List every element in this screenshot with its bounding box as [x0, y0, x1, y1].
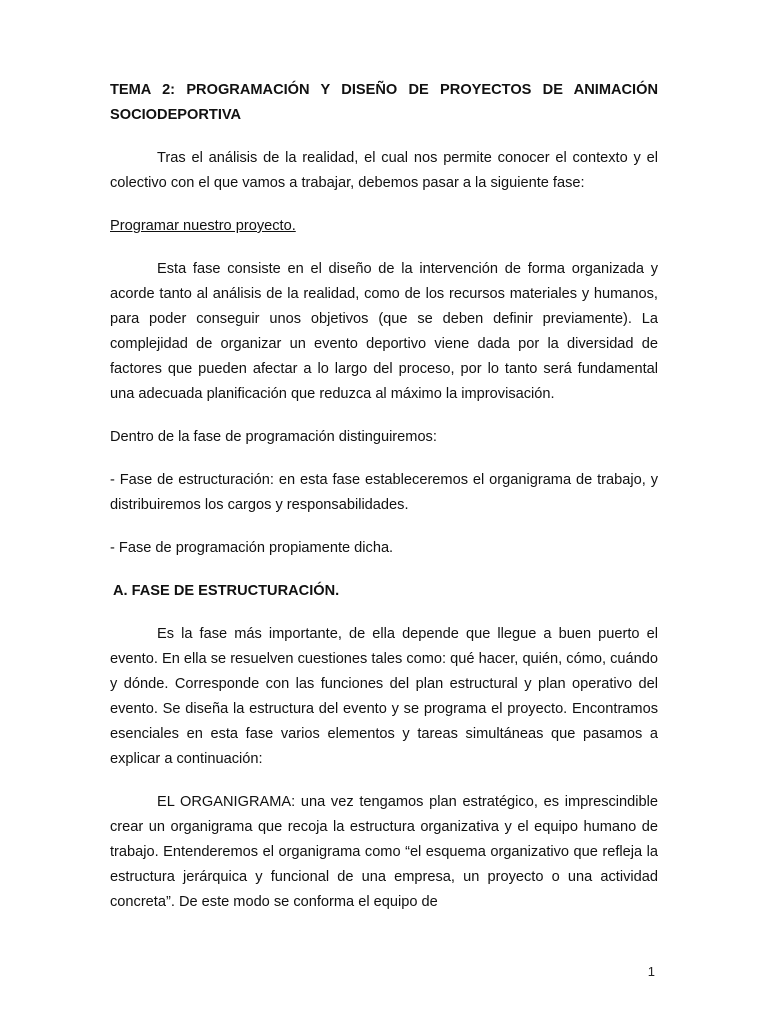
fase-importante-paragraph: Es la fase más importante, de ella depende que llegue a buen puerto el evento. En ella se resuelven cuestiones tales como: qué hacer, quién, cómo, cuándo y dónde. Corresponde con las funciones del plan estructural y plan operativo del evento. Se diseña la estructura del evento y se programa el proyecto. Encontramos esenciales en esta fase varios elementos y tareas simultáneas que pasamos a explicar a continuación: [110, 626, 658, 767]
section-a-heading: A. FASE DE ESTRUCTURACIÓN. [113, 583, 340, 599]
document-page [110, 78, 658, 915]
bullet-programacion: - Fase de programación propiamente dicha. [110, 540, 394, 556]
dentro-paragraph: Dentro de la fase de programación distinguiremos: [110, 429, 437, 445]
intro-paragraph: Tras el análisis de la realidad, el cual nos permite conocer el contexto y el colectivo con el que vamos a trabajar, debemos pasar a la siguiente fase: [110, 150, 658, 191]
organigrama-paragraph: EL ORGANIGRAMA: una vez tengamos plan estratégico, es imprescindible crear un organigrama que recoja la estructura organizativa y el equipo humano de trabajo. Entenderemos el organigrama como “el esquema organizativo que refleja la estructura jerárquica y funcional de una empresa, un proyecto o una actividad concreta”. De este modo se conforma el equipo de [110, 794, 658, 910]
page-number: 1 [647, 964, 655, 979]
bullet-estructuracion: - Fase de estructuración: en esta fase estableceremos el organigrama de trabajo, y distribuiremos los cargos y responsabilidades. [110, 472, 658, 513]
fase-description-paragraph: Esta fase consiste en el diseño de la intervención de forma organizada y acorde tanto al análisis de la realidad, como de los recursos materiales y humanos, para poder conseguir unos objetivos (que se deben definir previamente). La complejidad de organizar un evento deportivo viene dada por la diversidad de factores que pueden afectar a lo largo del proceso, por lo tanto será fundamental una adecuada planificación que reduzca al máximo la improvisación. [110, 261, 658, 402]
programar-heading: Programar nuestro proyecto. [110, 218, 296, 234]
document-title: TEMA 2: PROGRAMACIÓN Y DISEÑO DE PROYECTOS DE ANIMACIÓN SOCIODEPORTIVA [110, 82, 658, 123]
